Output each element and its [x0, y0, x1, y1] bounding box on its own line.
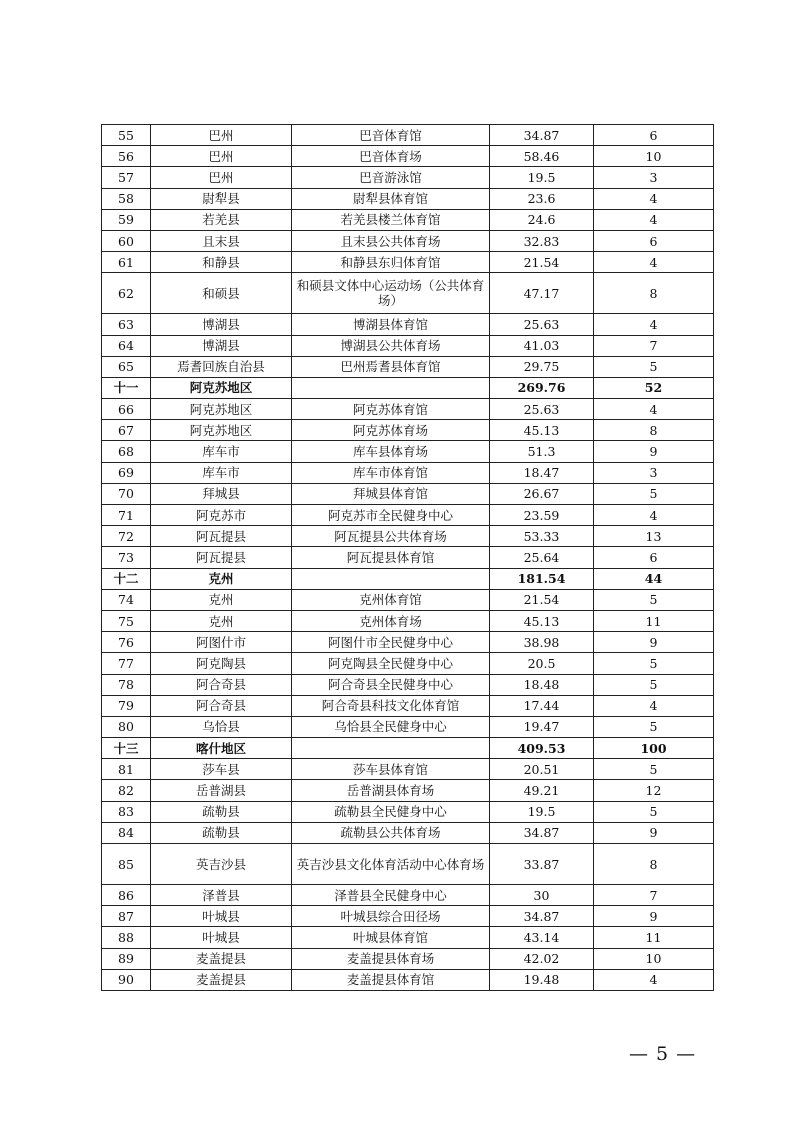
- region-cell: 麦盖提县: [151, 969, 292, 990]
- count-cell: 9: [594, 632, 714, 653]
- venue-cell: 麦盖提县体育场: [292, 948, 490, 969]
- value-cell: 42.02: [490, 948, 594, 969]
- region-cell: 阿瓦提县: [151, 526, 292, 547]
- venue-cell: [292, 568, 490, 589]
- row-number: 69: [102, 462, 151, 483]
- row-number: 72: [102, 526, 151, 547]
- count-cell: 4: [594, 399, 714, 420]
- region-cell: 尉犁县: [151, 188, 292, 209]
- table-row: [102, 441, 714, 462]
- value-cell: 45.13: [490, 420, 594, 441]
- row-number: 79: [102, 695, 151, 716]
- venue-cell: 疏勒县全民健身中心: [292, 801, 490, 822]
- table-row: [102, 462, 714, 483]
- region-cell: 库车市: [151, 462, 292, 483]
- count-cell: 44: [594, 568, 714, 589]
- region-cell: 博湖县: [151, 335, 292, 356]
- table-row: [102, 927, 714, 948]
- venue-cell: 麦盖提县体育馆: [292, 969, 490, 990]
- value-cell: 409.53: [490, 738, 594, 759]
- venue-cell: 巴音游泳馆: [292, 167, 490, 188]
- count-cell: 4: [594, 695, 714, 716]
- row-number: 67: [102, 420, 151, 441]
- count-cell: 6: [594, 125, 714, 146]
- count-cell: 8: [594, 273, 714, 314]
- value-cell: 21.54: [490, 252, 594, 273]
- table-row: [102, 483, 714, 504]
- venue-cell: 阿克苏市全民健身中心: [292, 505, 490, 526]
- row-number: 十三: [102, 738, 151, 759]
- venue-cell: 英吉沙县文化体育活动中心体育场: [292, 844, 490, 885]
- count-cell: 10: [594, 948, 714, 969]
- count-cell: 10: [594, 146, 714, 167]
- region-cell: 克州: [151, 610, 292, 631]
- region-cell: 莎车县: [151, 759, 292, 780]
- venue-cell: 阿克陶县全民健身中心: [292, 653, 490, 674]
- region-cell: 焉耆回族自治县: [151, 356, 292, 377]
- count-cell: 5: [594, 653, 714, 674]
- region-cell: 麦盖提县: [151, 948, 292, 969]
- region-cell: 和硕县: [151, 273, 292, 314]
- value-cell: 41.03: [490, 335, 594, 356]
- value-cell: 34.87: [490, 822, 594, 843]
- count-cell: 6: [594, 230, 714, 251]
- region-cell: 叶城县: [151, 906, 292, 927]
- venue-cell: 尉犁县体育馆: [292, 188, 490, 209]
- region-cell: 乌恰县: [151, 716, 292, 737]
- venue-cell: 克州体育馆: [292, 589, 490, 610]
- count-cell: 6: [594, 547, 714, 568]
- count-cell: 12: [594, 780, 714, 801]
- value-cell: 21.54: [490, 589, 594, 610]
- table-row: [102, 780, 714, 801]
- value-cell: 269.76: [490, 377, 594, 398]
- table-row: [102, 906, 714, 927]
- row-number: 56: [102, 146, 151, 167]
- region-cell: 若羌县: [151, 209, 292, 230]
- table-row: [102, 589, 714, 610]
- value-cell: 34.87: [490, 125, 594, 146]
- venue-cell: 莎车县体育馆: [292, 759, 490, 780]
- value-cell: 58.46: [490, 146, 594, 167]
- value-cell: 25.63: [490, 399, 594, 420]
- table-row: [102, 674, 714, 695]
- value-cell: 23.6: [490, 188, 594, 209]
- value-cell: 20.5: [490, 653, 594, 674]
- region-cell: 阿克苏市: [151, 505, 292, 526]
- section-row: [102, 738, 714, 759]
- row-number: 60: [102, 230, 151, 251]
- section-row: [102, 568, 714, 589]
- region-cell: 和静县: [151, 252, 292, 273]
- row-number: 61: [102, 252, 151, 273]
- region-cell: 克州: [151, 589, 292, 610]
- venue-cell: 和硕县文体中心运动场（公共体育场）: [292, 273, 490, 314]
- table-row: [102, 356, 714, 377]
- value-cell: 51.3: [490, 441, 594, 462]
- row-number: 68: [102, 441, 151, 462]
- region-cell: 阿克陶县: [151, 653, 292, 674]
- value-cell: 23.59: [490, 505, 594, 526]
- table-body: [102, 125, 714, 991]
- row-number: 66: [102, 399, 151, 420]
- count-cell: 5: [594, 759, 714, 780]
- region-cell: 疏勒县: [151, 822, 292, 843]
- region-cell: 库车市: [151, 441, 292, 462]
- venue-cell: 岳普湖县体育场: [292, 780, 490, 801]
- table-row: [102, 526, 714, 547]
- value-cell: 47.17: [490, 273, 594, 314]
- venue-cell: 泽普县全民健身中心: [292, 885, 490, 906]
- value-cell: 45.13: [490, 610, 594, 631]
- region-cell: 且末县: [151, 230, 292, 251]
- row-number: 76: [102, 632, 151, 653]
- value-cell: 29.75: [490, 356, 594, 377]
- venue-cell: 若羌县楼兰体育馆: [292, 209, 490, 230]
- region-cell: 克州: [151, 568, 292, 589]
- count-cell: 4: [594, 209, 714, 230]
- value-cell: 53.33: [490, 526, 594, 547]
- region-cell: 疏勒县: [151, 801, 292, 822]
- venue-cell: 阿瓦提县体育馆: [292, 547, 490, 568]
- region-cell: 喀什地区: [151, 738, 292, 759]
- count-cell: 11: [594, 610, 714, 631]
- venue-cell: 和静县东归体育馆: [292, 252, 490, 273]
- value-cell: 32.83: [490, 230, 594, 251]
- value-cell: 26.67: [490, 483, 594, 504]
- venue-cell: 阿合奇县全民健身中心: [292, 674, 490, 695]
- row-number: 83: [102, 801, 151, 822]
- table-row: [102, 716, 714, 737]
- count-cell: 4: [594, 314, 714, 335]
- table-row: [102, 610, 714, 631]
- row-number: 73: [102, 547, 151, 568]
- table-row: [102, 399, 714, 420]
- count-cell: 4: [594, 252, 714, 273]
- value-cell: 19.5: [490, 167, 594, 188]
- table-row: [102, 167, 714, 188]
- row-number: 90: [102, 969, 151, 990]
- table-row: [102, 146, 714, 167]
- count-cell: 5: [594, 356, 714, 377]
- venue-cell: 且末县公共体育场: [292, 230, 490, 251]
- venue-cell: 阿克苏体育馆: [292, 399, 490, 420]
- table-row: [102, 695, 714, 716]
- region-cell: 英吉沙县: [151, 844, 292, 885]
- region-cell: 阿合奇县: [151, 695, 292, 716]
- value-cell: 20.51: [490, 759, 594, 780]
- value-cell: 17.44: [490, 695, 594, 716]
- table-row: [102, 314, 714, 335]
- count-cell: 8: [594, 420, 714, 441]
- count-cell: 4: [594, 188, 714, 209]
- venue-cell: [292, 738, 490, 759]
- table-row: [102, 653, 714, 674]
- count-cell: 5: [594, 589, 714, 610]
- count-cell: 5: [594, 801, 714, 822]
- value-cell: 19.48: [490, 969, 594, 990]
- value-cell: 30: [490, 885, 594, 906]
- venue-cell: 叶城县综合田径场: [292, 906, 490, 927]
- venue-cell: 阿克苏体育场: [292, 420, 490, 441]
- row-number: 86: [102, 885, 151, 906]
- row-number: 63: [102, 314, 151, 335]
- venue-cell: 拜城县体育馆: [292, 483, 490, 504]
- region-cell: 阿克苏地区: [151, 420, 292, 441]
- count-cell: 3: [594, 167, 714, 188]
- value-cell: 49.21: [490, 780, 594, 801]
- venue-cell: 库车县体育场: [292, 441, 490, 462]
- table-row: [102, 209, 714, 230]
- table-row: [102, 822, 714, 843]
- row-number: 58: [102, 188, 151, 209]
- count-cell: 7: [594, 335, 714, 356]
- value-cell: 19.5: [490, 801, 594, 822]
- row-number: 84: [102, 822, 151, 843]
- table-row: [102, 885, 714, 906]
- venue-cell: 阿瓦提县公共体育场: [292, 526, 490, 547]
- venue-cell: 巴音体育场: [292, 146, 490, 167]
- table-row: [102, 844, 714, 885]
- region-cell: 泽普县: [151, 885, 292, 906]
- value-cell: 19.47: [490, 716, 594, 737]
- table-row: [102, 801, 714, 822]
- row-number: 78: [102, 674, 151, 695]
- table-row: [102, 632, 714, 653]
- row-number: 81: [102, 759, 151, 780]
- value-cell: 24.6: [490, 209, 594, 230]
- table-row: [102, 547, 714, 568]
- venue-cell: 叶城县体育馆: [292, 927, 490, 948]
- region-cell: 巴州: [151, 146, 292, 167]
- row-number: 71: [102, 505, 151, 526]
- region-cell: 阿克苏地区: [151, 399, 292, 420]
- row-number: 85: [102, 844, 151, 885]
- value-cell: 25.63: [490, 314, 594, 335]
- value-cell: 43.14: [490, 927, 594, 948]
- table-row: [102, 273, 714, 314]
- venue-cell: 阿图什市全民健身中心: [292, 632, 490, 653]
- venue-table: [101, 124, 714, 991]
- venue-cell: 巴音体育馆: [292, 125, 490, 146]
- venue-cell: 库车市体育馆: [292, 462, 490, 483]
- row-number: 80: [102, 716, 151, 737]
- value-cell: 18.47: [490, 462, 594, 483]
- count-cell: 5: [594, 716, 714, 737]
- region-cell: 岳普湖县: [151, 780, 292, 801]
- venue-cell: [292, 377, 490, 398]
- count-cell: 4: [594, 505, 714, 526]
- count-cell: 52: [594, 377, 714, 398]
- table-row: [102, 188, 714, 209]
- row-number: 65: [102, 356, 151, 377]
- row-number: 89: [102, 948, 151, 969]
- table-row: [102, 230, 714, 251]
- table-row: [102, 948, 714, 969]
- row-number: 57: [102, 167, 151, 188]
- table-row: [102, 125, 714, 146]
- count-cell: 11: [594, 927, 714, 948]
- region-cell: 阿克苏地区: [151, 377, 292, 398]
- region-cell: 博湖县: [151, 314, 292, 335]
- value-cell: 34.87: [490, 906, 594, 927]
- venue-cell: 阿合奇县科技文化体育馆: [292, 695, 490, 716]
- row-number: 62: [102, 273, 151, 314]
- row-number: 88: [102, 927, 151, 948]
- count-cell: 100: [594, 738, 714, 759]
- value-cell: 181.54: [490, 568, 594, 589]
- count-cell: 7: [594, 885, 714, 906]
- table-row: [102, 420, 714, 441]
- region-cell: 巴州: [151, 125, 292, 146]
- row-number: 74: [102, 589, 151, 610]
- venue-cell: 乌恰县全民健身中心: [292, 716, 490, 737]
- row-number: 70: [102, 483, 151, 504]
- venue-cell: 巴州焉耆县体育馆: [292, 356, 490, 377]
- count-cell: 9: [594, 441, 714, 462]
- count-cell: 9: [594, 822, 714, 843]
- table-row: [102, 335, 714, 356]
- venue-cell: 博湖县公共体育场: [292, 335, 490, 356]
- region-cell: 阿瓦提县: [151, 547, 292, 568]
- row-number: 64: [102, 335, 151, 356]
- region-cell: 叶城县: [151, 927, 292, 948]
- value-cell: 38.98: [490, 632, 594, 653]
- table-row: [102, 505, 714, 526]
- row-number: 十二: [102, 568, 151, 589]
- region-cell: 阿合奇县: [151, 674, 292, 695]
- value-cell: 18.48: [490, 674, 594, 695]
- count-cell: 9: [594, 906, 714, 927]
- row-number: 59: [102, 209, 151, 230]
- value-cell: 33.87: [490, 844, 594, 885]
- region-cell: 巴州: [151, 167, 292, 188]
- count-cell: 13: [594, 526, 714, 547]
- count-cell: 5: [594, 674, 714, 695]
- row-number: 55: [102, 125, 151, 146]
- section-row: [102, 377, 714, 398]
- venue-cell: 疏勒县公共体育场: [292, 822, 490, 843]
- count-cell: 3: [594, 462, 714, 483]
- count-cell: 5: [594, 483, 714, 504]
- region-cell: 阿图什市: [151, 632, 292, 653]
- venue-cell: 克州体育场: [292, 610, 490, 631]
- venue-cell: 博湖县体育馆: [292, 314, 490, 335]
- table-row: [102, 759, 714, 780]
- row-number: 十一: [102, 377, 151, 398]
- count-cell: 8: [594, 844, 714, 885]
- row-number: 77: [102, 653, 151, 674]
- table-row: [102, 252, 714, 273]
- value-cell: 25.64: [490, 547, 594, 568]
- table-row: [102, 969, 714, 990]
- row-number: 82: [102, 780, 151, 801]
- region-cell: 拜城县: [151, 483, 292, 504]
- count-cell: 4: [594, 969, 714, 990]
- row-number: 75: [102, 610, 151, 631]
- row-number: 87: [102, 906, 151, 927]
- page-number: — 5 —: [629, 1043, 697, 1065]
